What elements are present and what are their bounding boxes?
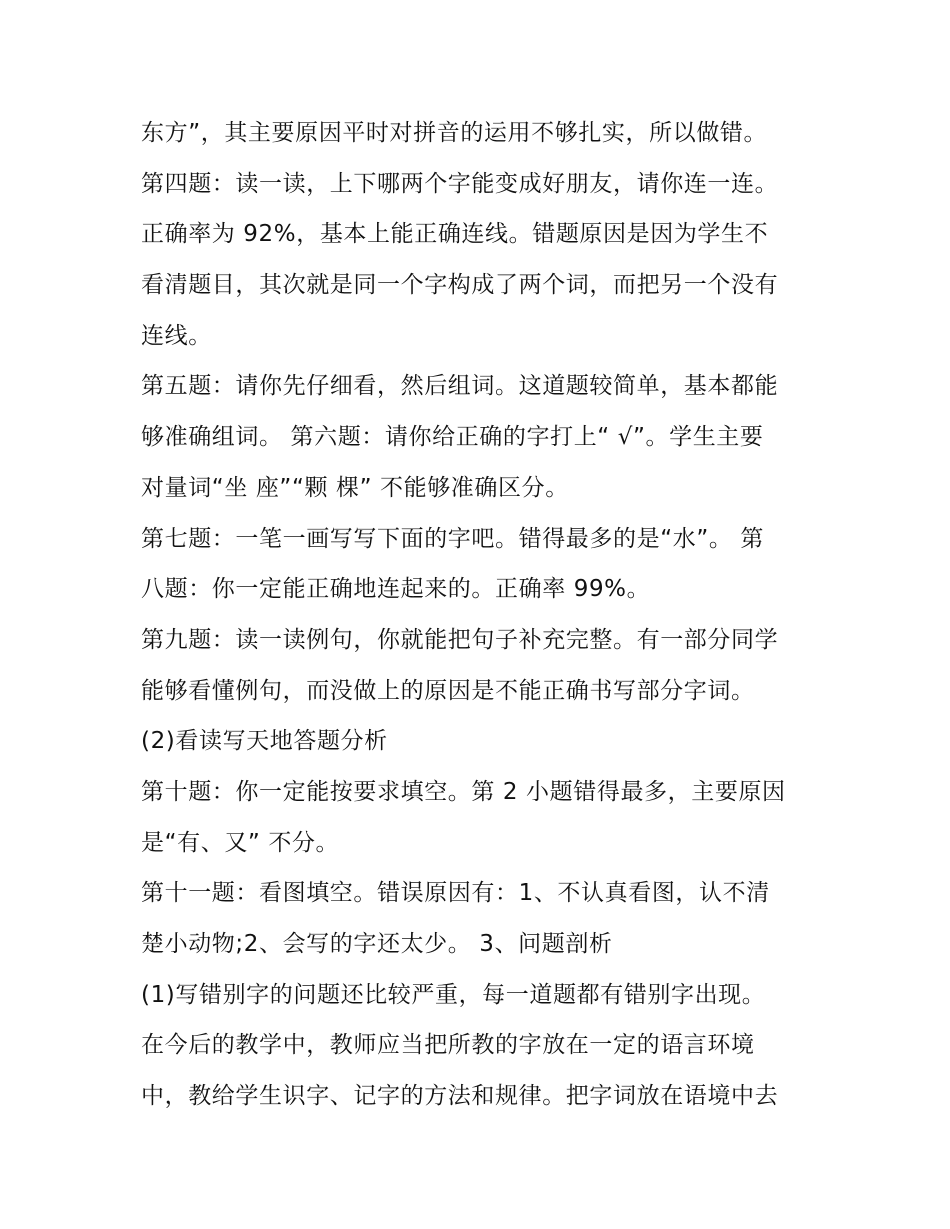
text-line: 连线。 [141,322,212,349]
text-line: 正确率为 92%，基本上能正确连线。错题原因是因为学生不 [141,221,769,248]
text-line: 够准确组词。 第六题：请你给正确的字打上“ √”。学生主要 [141,424,764,451]
text-line: 东方”，其主要原因平时对拼音的运用不够扎实，所以做错。 [141,120,768,146]
text-line: 看清题目，其次就是同一个字构成了两个词，而把另一个没有 [141,272,779,299]
text-line: 第七题：一笔一画写写下面的字吧。错得最多的是“水”。 第 [141,525,764,552]
text-line: 对量词“坐 座”“颗 棵” 不能够准确区分。 [141,474,569,501]
text-line: 第九题：读一读例句，你就能把句子补充完整。有一部分同学 [141,626,779,653]
section-heading: (2)看读写天地答题分析 [141,728,388,755]
text-line: 第十题：你一定能按要求填空。第 2 小题错得最多，主要原因 [141,778,786,805]
text-line: 第四题：读一读，上下哪两个字能变成好朋友，请你连一连。 [141,170,779,197]
text-line: 第十一题：看图填空。错误原因有：1、不认真看图，认不清 [141,880,770,907]
text-line: 是“有、又” 不分。 [141,829,340,856]
text-line: 中，教给学生识字、记字的方法和规律。把字词放在语境中去 [141,1083,779,1110]
text-line: 楚小动物;2、会写的字还太少。 3、问题剖析 [141,931,613,957]
text-line: 八题：你一定能正确地连起来的。正确率 99%。 [141,576,651,603]
text-line: 第五题：请你先仔细看，然后组词。这道题较简单，基本都能 [141,373,779,400]
text-line: 在今后的教学中，教师应当把所教的字放在一定的语言环境 [141,1032,755,1059]
body-text [141,108,821,1122]
text-line: 能够看懂例句，而没做上的原因是不能正确书写部分字词。 [141,677,755,704]
text-line: (1)写错别字的问题还比较严重，每一道题都有错别字出现。 [141,981,766,1008]
